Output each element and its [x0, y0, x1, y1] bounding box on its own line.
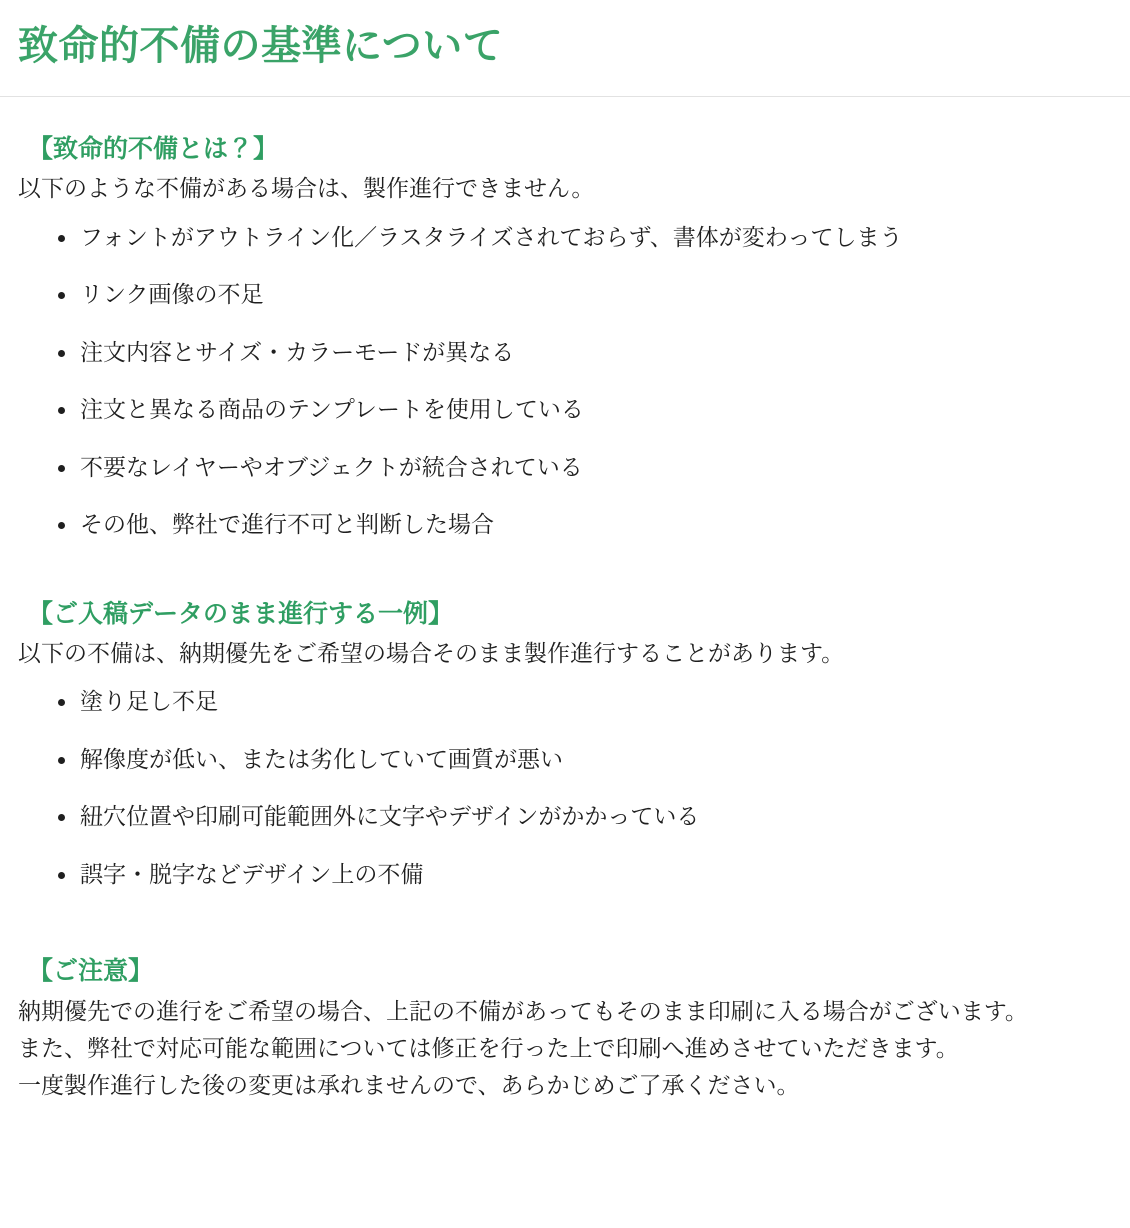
notice-line: 納期優先での進行をご希望の場合、上記の不備があってもそのまま印刷に入る場合がございます。 — [18, 999, 1028, 1025]
list-item: 注文と異なる商品のテンプレートを使用している — [48, 393, 1112, 428]
section-gap-1 — [0, 566, 1130, 596]
list-item: リンク画像の不足 — [48, 278, 1112, 313]
title-divider — [0, 96, 1130, 97]
critical-defects-list — [18, 221, 1112, 543]
section-lead-critical-defects: 以下のような不備がある場合は、製作進行できません。 — [18, 176, 595, 202]
list-item: 誤字・脱字などデザイン上の不備 — [48, 858, 1112, 893]
list-item: 塗り足し不足 — [48, 685, 1112, 720]
section-critical-defects — [0, 131, 1130, 543]
list-item: 不要なレイヤーやオブジェクトが統合されている — [48, 451, 1112, 486]
section-heading-critical-defects: 【致命的不備とは？】 — [28, 134, 279, 163]
list-item: 注文内容とサイズ・カラーモードが異なる — [48, 336, 1112, 371]
notice-body — [18, 994, 1112, 1104]
section-gap-2 — [0, 915, 1130, 953]
notice-line: また、弊社で対応可能な範囲については修正を行った上で印刷へ進めさせていただきます。 — [18, 1035, 959, 1062]
page-title: 致命的不備の基準について — [18, 23, 504, 69]
list-item: フォントがアウトライン化／ラスタライズされておらず、書体が変わってしまう — [48, 221, 1112, 256]
list-item: 解像度が低い、または劣化していて画質が悪い — [48, 743, 1112, 778]
section-heading-proceed-as-is: 【ご入稿データのまま進行する一例】 — [28, 598, 454, 628]
proceed-as-is-list — [18, 685, 1112, 892]
section-proceed-as-is — [0, 596, 1130, 893]
list-item: 紐穴位置や印刷可能範囲外に文字やデザインがかかっている — [48, 800, 1112, 835]
notice-line: 一度製作進行した後の変更は承れませんので、あらかじめご了承ください。 — [18, 1072, 800, 1099]
section-heading-notice: 【ご注意】 — [28, 956, 154, 985]
list-item: その他、弊社で進行不可と判断した場合 — [48, 508, 1112, 543]
section-lead-proceed-as-is: 以下の不備は、納期優先をご希望の場合そのまま製作進行することがあります。 — [18, 640, 845, 667]
section-notice — [0, 953, 1130, 1104]
